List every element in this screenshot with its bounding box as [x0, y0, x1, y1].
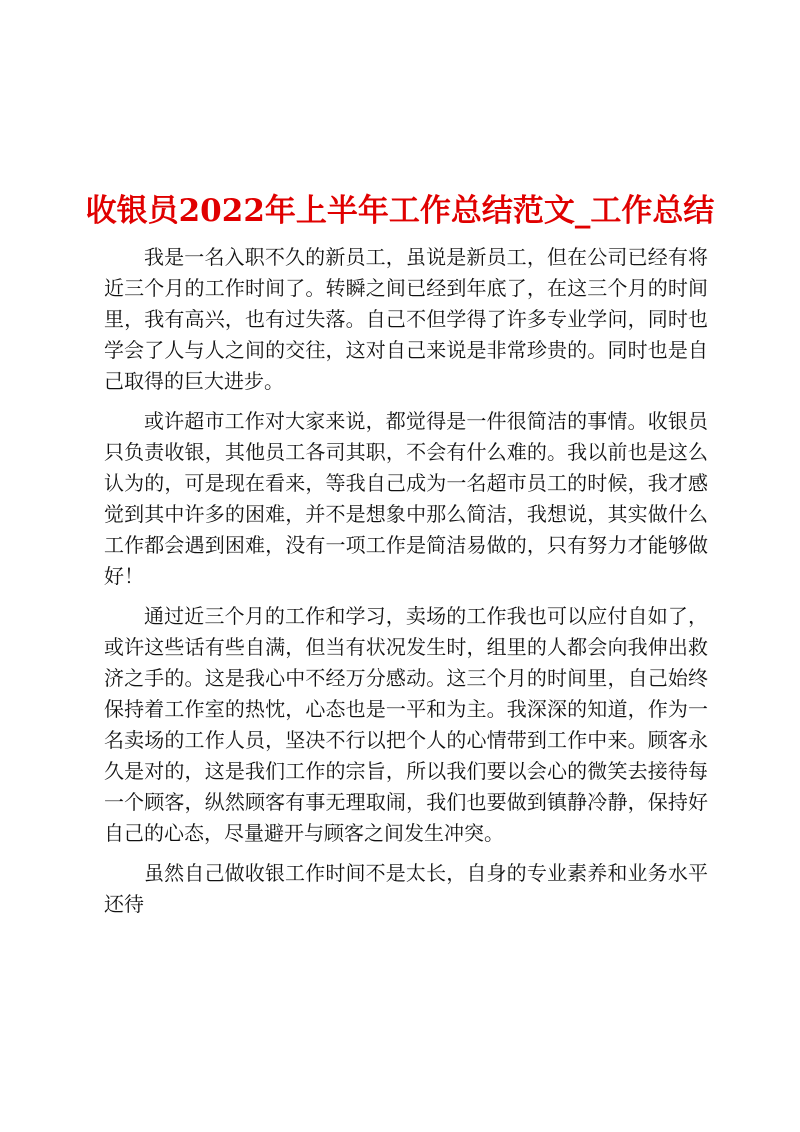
document-body [104, 242, 708, 929]
paragraph-2: 或许超市工作对大家来说，都觉得是一件很简洁的事情。收银员只负责收银，其他员工各司其职，不会有什么难的。我以前也是这么认为的，可是现在看来，等我自己成为一名超市员工的时候，我才感觉到其中许多的困难，并不是想象中那么简洁，我想说，其实做什么工作都会遇到困难，没有一项工作是简洁易做的，只有努力才能够做好！ [104, 409, 708, 588]
document-title: 收银员2022年上半年工作总结范文_工作总结 [85, 192, 715, 229]
paragraph-4: 虽然自己做收银工作时间不是太长，自身的专业素养和业务水平还待 [104, 861, 708, 916]
paragraph-1: 我是一名入职不久的新员工，虽说是新员工，但在公司已经有将近三个月的工作时间了。转瞬之间已经到年底了，在这三个月的时间里，我有高兴，也有过失落。自己不但学得了许多专业学问，同时也学会了人与人之间的交往，这对自己来说是非常珍贵的。同时也是自己取得的巨大进步。 [104, 245, 708, 393]
paragraph-3: 通过近三个月的工作和学习，卖场的工作我也可以应付自如了，或许这些话有些自满，但当有状况发生时，组里的人都会向我伸出救济之手的。这是我心中不经万分感动。这三个月的时间里，自己始终保持着工作室的热忱，心态也是一平和为主。我深深的知道，作为一名卖场的工作人员，坚决不行以把个人的心情带到工作中来。顾客永久是对的，这是我们工作的宗旨，所以我们要以会心的微笑去接待每一个顾客，纵然顾客有事无理取闹，我们也要做到镇静冷静，保持好自己的心态，尽量避开与顾客之间发生冲突。 [104, 604, 708, 845]
